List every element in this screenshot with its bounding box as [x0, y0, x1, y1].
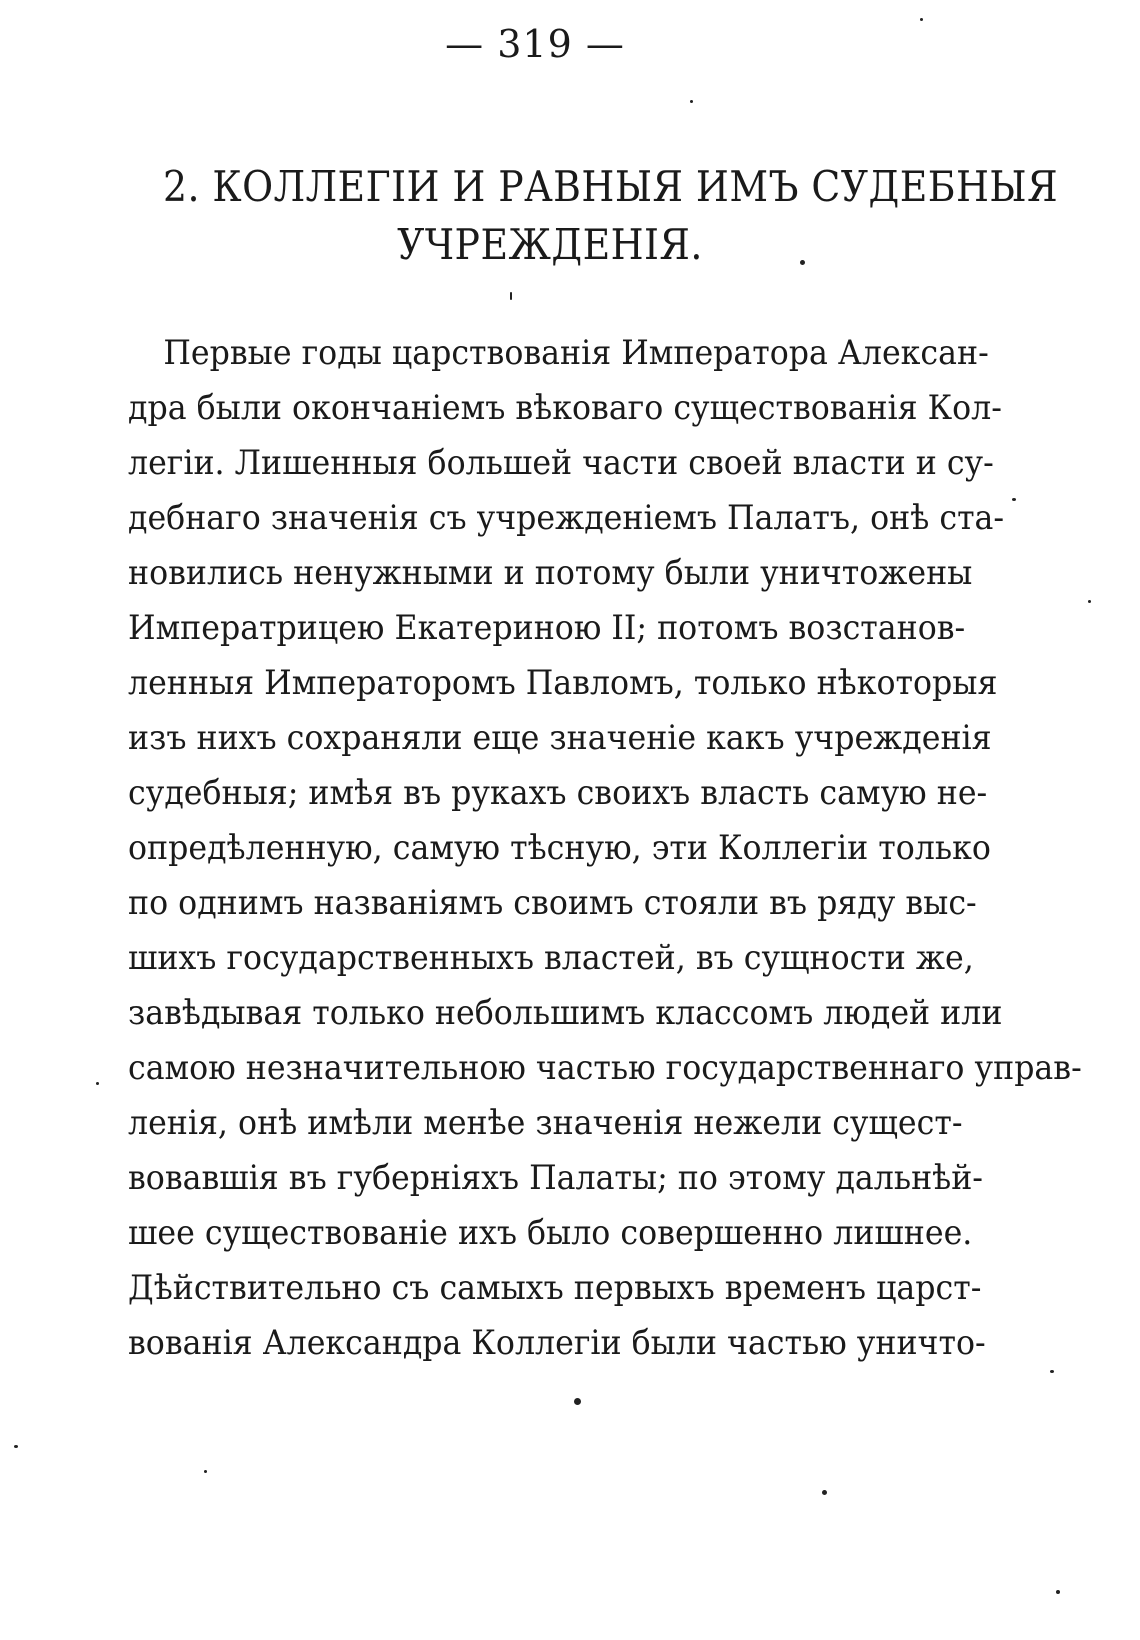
text-line: изъ нихъ сохраняли еще значеніе какъ учрежденія [128, 718, 992, 758]
text-line: новились ненужными и потому были уничтожены [128, 553, 973, 593]
scan-speck [574, 1398, 581, 1405]
text-line: самою незначительною частью государственнаго управ- [128, 1048, 1082, 1088]
text-line: завѣдывая только небольшимъ классомъ людей или [128, 993, 1003, 1033]
text-line: дра были окончаніемъ вѣковаго существованія Кол- [128, 388, 1002, 428]
scan-speck [204, 1470, 207, 1473]
text-line: шее существованіе ихъ было совершенно лишнее. [128, 1213, 973, 1253]
scan-speck [510, 292, 512, 300]
chapter-heading [163, 158, 1059, 274]
scan-speck [1050, 1370, 1054, 1373]
text-line: шихъ государственныхъ властей, въ сущности же, [128, 938, 974, 978]
scan-speck [14, 1445, 18, 1448]
text-line: легіи. Лишенныя большей части своей власти и су- [128, 443, 994, 483]
scan-speck [1012, 498, 1016, 501]
page-number: — 319 — [445, 22, 625, 66]
scan-speck [920, 18, 923, 21]
scan-speck [822, 1490, 827, 1495]
text-line: ленія, онѣ имѣли менѣе значенія нежели сущест- [128, 1103, 963, 1143]
text-line: вовавшія въ губерніяхъ Палаты; по этому дальнѣй- [128, 1158, 983, 1198]
heading-line-1: 2. КОЛЛЕГІИ И РАВНЫЯ ИМЪ СУДЕБНЫЯ [163, 162, 1059, 211]
text-line: Первые годы царствованія Императора Алексан- [163, 333, 989, 373]
heading-line-2: УЧРЕЖДЕНІЯ. [397, 220, 703, 269]
text-line: судебныя; имѣя въ рукахъ своихъ власть самую не- [128, 773, 988, 813]
text-line: по однимъ названіямъ своимъ стояли въ ряду выс- [128, 883, 977, 923]
scan-speck [800, 260, 805, 265]
body-paragraph [128, 326, 1082, 1371]
text-line: Дѣйствительно съ самыхъ первыхъ временъ царст- [128, 1268, 982, 1308]
text-line: дебнаго значенія съ учрежденіемъ Палатъ, онѣ ста- [128, 498, 1005, 538]
text-line: вованія Александра Коллегіи были частью уничто- [128, 1323, 986, 1363]
text-line: ленныя Императоромъ Павломъ, только нѣкоторыя [128, 663, 998, 703]
scan-speck [96, 1082, 99, 1085]
scan-speck [1088, 600, 1091, 603]
text-line: опредѣленную, самую тѣсную, эти Коллегіи только [128, 828, 991, 868]
text-line: Императрицею Екатериною II; потомъ возстанов- [128, 608, 966, 648]
scan-speck [1056, 1590, 1060, 1594]
scan-speck [690, 100, 693, 103]
